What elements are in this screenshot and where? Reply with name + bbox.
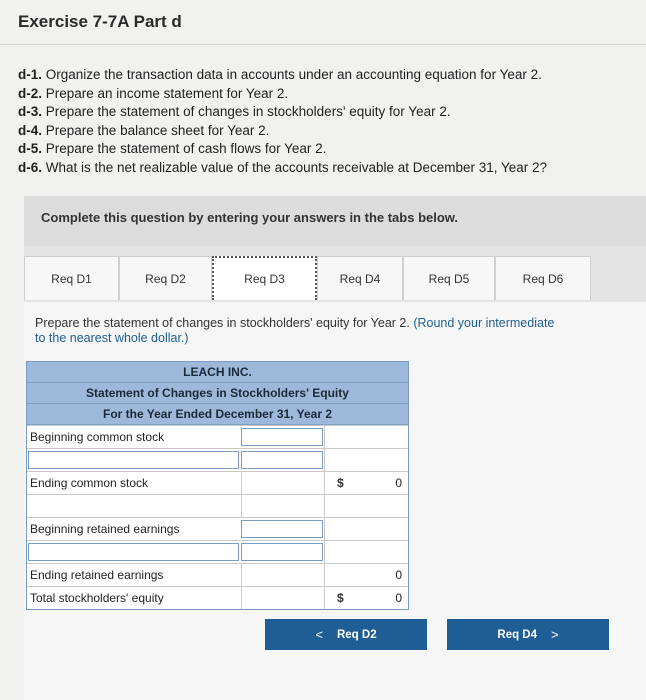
next-req-label: Req D4 xyxy=(497,628,538,641)
statement-name: Statement of Changes in Stockholders' Equity xyxy=(27,383,408,404)
requirements-list xyxy=(18,66,643,177)
instruction-text: Complete this question by entering your answers in the tabs below. xyxy=(41,210,459,225)
table-row xyxy=(27,471,408,494)
tab-req-d3[interactable]: Req D3 xyxy=(212,256,317,300)
requirement-item: d-3. Prepare the statement of changes in stockholders' equity for Year 2. xyxy=(18,104,451,119)
table-row xyxy=(27,448,408,471)
beginning-retained-earnings-input[interactable] xyxy=(241,520,323,538)
table-row xyxy=(27,563,408,586)
chevron-left-icon: < xyxy=(315,627,323,642)
table-row xyxy=(27,540,408,563)
equity-statement-table xyxy=(26,361,409,610)
requirement-item: d-1. Organize the transaction data in accounts under an accounting equation for Year 2. xyxy=(18,67,542,82)
table-row xyxy=(27,494,408,517)
tab-req-d2[interactable]: Req D2 xyxy=(119,256,212,300)
instruction-banner xyxy=(24,196,646,246)
common-stock-amount-input[interactable] xyxy=(241,451,323,469)
ending-common-stock-label: Ending common stock xyxy=(30,476,149,490)
total-equity-label: Total stockholders' equity xyxy=(30,591,164,605)
title-divider xyxy=(0,44,646,45)
beginning-retained-earnings-label: Beginning retained earnings xyxy=(30,522,180,536)
ending-retained-earnings-label: Ending retained earnings xyxy=(30,568,164,582)
table-row xyxy=(27,425,408,448)
common-stock-item-input[interactable] xyxy=(28,451,239,469)
prev-req-label: Req D2 xyxy=(336,628,377,641)
prompt-hint-cont: to the nearest whole dollar.) xyxy=(35,331,189,345)
beginning-common-stock-label: Beginning common stock xyxy=(30,430,165,444)
prev-req-button[interactable] xyxy=(265,619,427,650)
currency-sign: $ xyxy=(337,591,344,605)
requirement-item: d-4. Prepare the balance sheet for Year 2. xyxy=(18,122,270,138)
tab-req-d6[interactable]: Req D6 xyxy=(495,256,591,300)
beginning-common-stock-input[interactable] xyxy=(241,428,323,446)
ending-retained-earnings-value: 0 xyxy=(395,568,402,582)
prompt-main: Prepare the statement of changes in stockholders' equity for Year 2. xyxy=(35,316,410,330)
prompt-hint: (Round your intermediate xyxy=(409,316,555,330)
question-prompt xyxy=(35,316,646,346)
tab-req-d5[interactable]: Req D5 xyxy=(403,256,495,300)
table-row xyxy=(27,517,408,540)
retained-earnings-item-input[interactable] xyxy=(28,543,239,561)
tab-req-d1[interactable]: Req D1 xyxy=(24,256,119,300)
page-title: Exercise 7-7A Part d xyxy=(18,12,182,31)
chevron-right-icon: > xyxy=(551,627,559,642)
currency-sign: $ xyxy=(337,476,344,490)
requirement-item: d-2. Prepare an income statement for Year 2. xyxy=(18,85,289,101)
table-row xyxy=(27,586,408,609)
ending-common-stock-value: 0 xyxy=(395,476,402,490)
total-equity-value: 0 xyxy=(395,591,402,605)
statement-company: LEACH INC. xyxy=(27,362,408,383)
next-req-button[interactable] xyxy=(447,619,609,650)
tab-req-d4[interactable]: Req D4 xyxy=(317,256,403,300)
retained-earnings-amount-input[interactable] xyxy=(241,543,323,561)
requirement-item: d-6. What is the net realizable value of the accounts receivable at December 31, Year 2? xyxy=(18,159,548,175)
requirement-item: d-5. Prepare the statement of cash flows for Year 2. xyxy=(18,141,327,156)
statement-period: For the Year Ended December 31, Year 2 xyxy=(27,404,408,425)
